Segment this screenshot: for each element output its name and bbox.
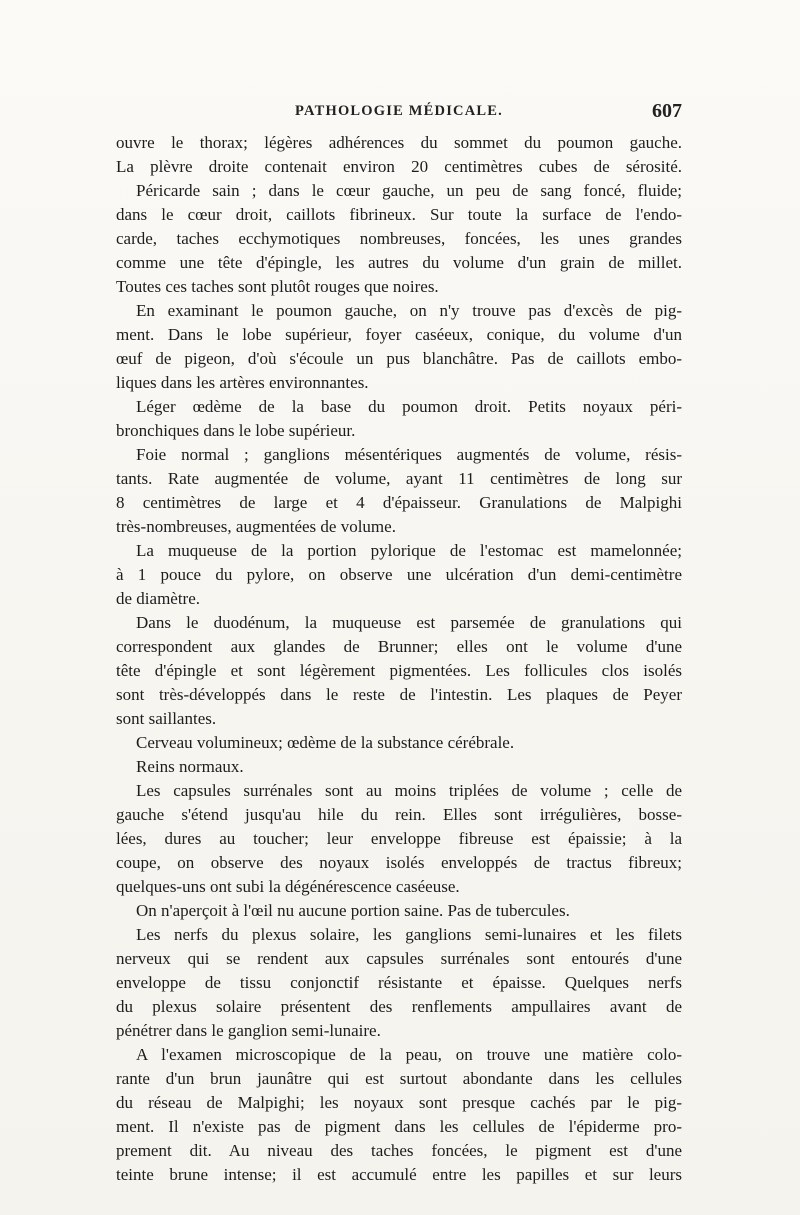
text-line: tête d'épingle et sont légèrement pigmentées. Les follicules clos isolés (116, 661, 682, 680)
text-line: ment. Il n'existe pas de pigment dans les cellules de l'épiderme pro- (116, 1117, 682, 1136)
text-line: Dans le duodénum, la muqueuse est parsemée de granulations qui (136, 613, 682, 632)
running-header (116, 100, 682, 126)
page-number: 607 (652, 100, 682, 122)
text-line: correspondent aux glandes de Brunner; elles ont le volume d'une (116, 637, 682, 656)
text-line: rante d'un brun jaunâtre qui est surtout abondante dans les cellules (116, 1069, 682, 1088)
text-line: Cerveau volumineux; œdème de la substance cérébrale. (136, 733, 515, 752)
text-line: ouvre le thorax; légères adhérences du sommet du poumon gauche. (116, 133, 682, 152)
text-line: très-nombreuses, augmentées de volume. (116, 517, 396, 536)
text-line: Péricarde sain ; dans le cœur gauche, un peu de sang foncé, fluide; (136, 181, 682, 200)
text-line: nerveux qui se rendent aux capsules surrénales sont entourés d'une (116, 949, 682, 968)
text-line: bronchiques dans le lobe supérieur. (116, 421, 356, 440)
text-line: gauche s'étend jusqu'au hile du rein. Elles sont irrégulières, bosse- (116, 805, 682, 824)
text-line: enveloppe de tissu conjonctif résistante et épaisse. Quelques nerfs (116, 973, 682, 992)
text-line: On n'aperçoit à l'œil nu aucune portion saine. Pas de tubercules. (136, 901, 570, 920)
text-line: La muqueuse de la portion pylorique de l'estomac est mamelonnée; (136, 541, 682, 560)
text-line: à 1 pouce du pylore, on observe une ulcération d'un demi-centimètre (116, 565, 682, 584)
body-text (116, 131, 682, 1187)
text-line: En examinant le poumon gauche, on n'y trouve pas d'excès de pig- (136, 301, 682, 320)
text-line: teinte brune intense; il est accumulé entre les papilles et sur leurs (116, 1165, 682, 1184)
text-line: Léger œdème de la base du poumon droit. Petits noyaux péri- (136, 397, 682, 416)
text-line: liques dans les artères environnantes. (116, 373, 369, 392)
text-line: dans le cœur droit, caillots fibrineux. Sur toute la surface de l'endo- (116, 205, 682, 224)
text-line: carde, taches ecchymotiques nombreuses, foncées, les unes grandes (116, 229, 682, 248)
text-line: coupe, on observe des noyaux isolés enveloppés de tractus fibreux; (116, 853, 682, 872)
text-line: du plexus solaire présentent des renflements ampullaires avant de (116, 997, 682, 1016)
text-line: Toutes ces taches sont plutôt rouges que noires. (116, 277, 439, 296)
text-line: ment. Dans le lobe supérieur, foyer caséeux, conique, du volume d'un (116, 325, 682, 344)
text-line: A l'examen microscopique de la peau, on trouve une matière colo- (136, 1045, 682, 1064)
text-line: Reins normaux. (136, 757, 244, 776)
text-line: de diamètre. (116, 589, 201, 608)
text-line: Les nerfs du plexus solaire, les ganglions semi-lunaires et les filets (136, 925, 682, 944)
text-line: La plèvre droite contenait environ 20 centimètres cubes de sérosité. (116, 157, 682, 176)
text-line: lées, dures au toucher; leur enveloppe fibreuse est épaissie; à la (116, 829, 682, 848)
text-line: sont très-développés dans le reste de l'intestin. Les plaques de Peyer (116, 685, 682, 704)
text-line: sont saillantes. (116, 709, 217, 728)
text-line: pénétrer dans le ganglion semi-lunaire. (116, 1021, 381, 1040)
text-line: 8 centimètres de large et 4 d'épaisseur. Granulations de Malpighi (116, 493, 682, 512)
text-line: quelques-uns ont subi la dégénérescence caséeuse. (116, 877, 460, 896)
text-line: du réseau de Malpighi; les noyaux sont presque cachés par le pig- (116, 1093, 682, 1112)
text-line: Foie normal ; ganglions mésentériques augmentés de volume, résis- (136, 445, 682, 464)
text-line: tants. Rate augmentée de volume, ayant 11 centimètres de long sur (116, 469, 682, 488)
text-line: Les capsules surrénales sont au moins triplées de volume ; celle de (136, 781, 682, 800)
text-line: prement dit. Au niveau des taches foncées, le pigment est d'une (116, 1141, 682, 1160)
text-line: comme une tête d'épingle, les autres du volume d'un grain de millet. (116, 253, 682, 272)
text-line: œuf de pigeon, d'où s'écoule un pus blanchâtre. Pas de caillots embo- (116, 349, 682, 368)
running-title: PATHOLOGIE MÉDICALE. (295, 103, 503, 119)
